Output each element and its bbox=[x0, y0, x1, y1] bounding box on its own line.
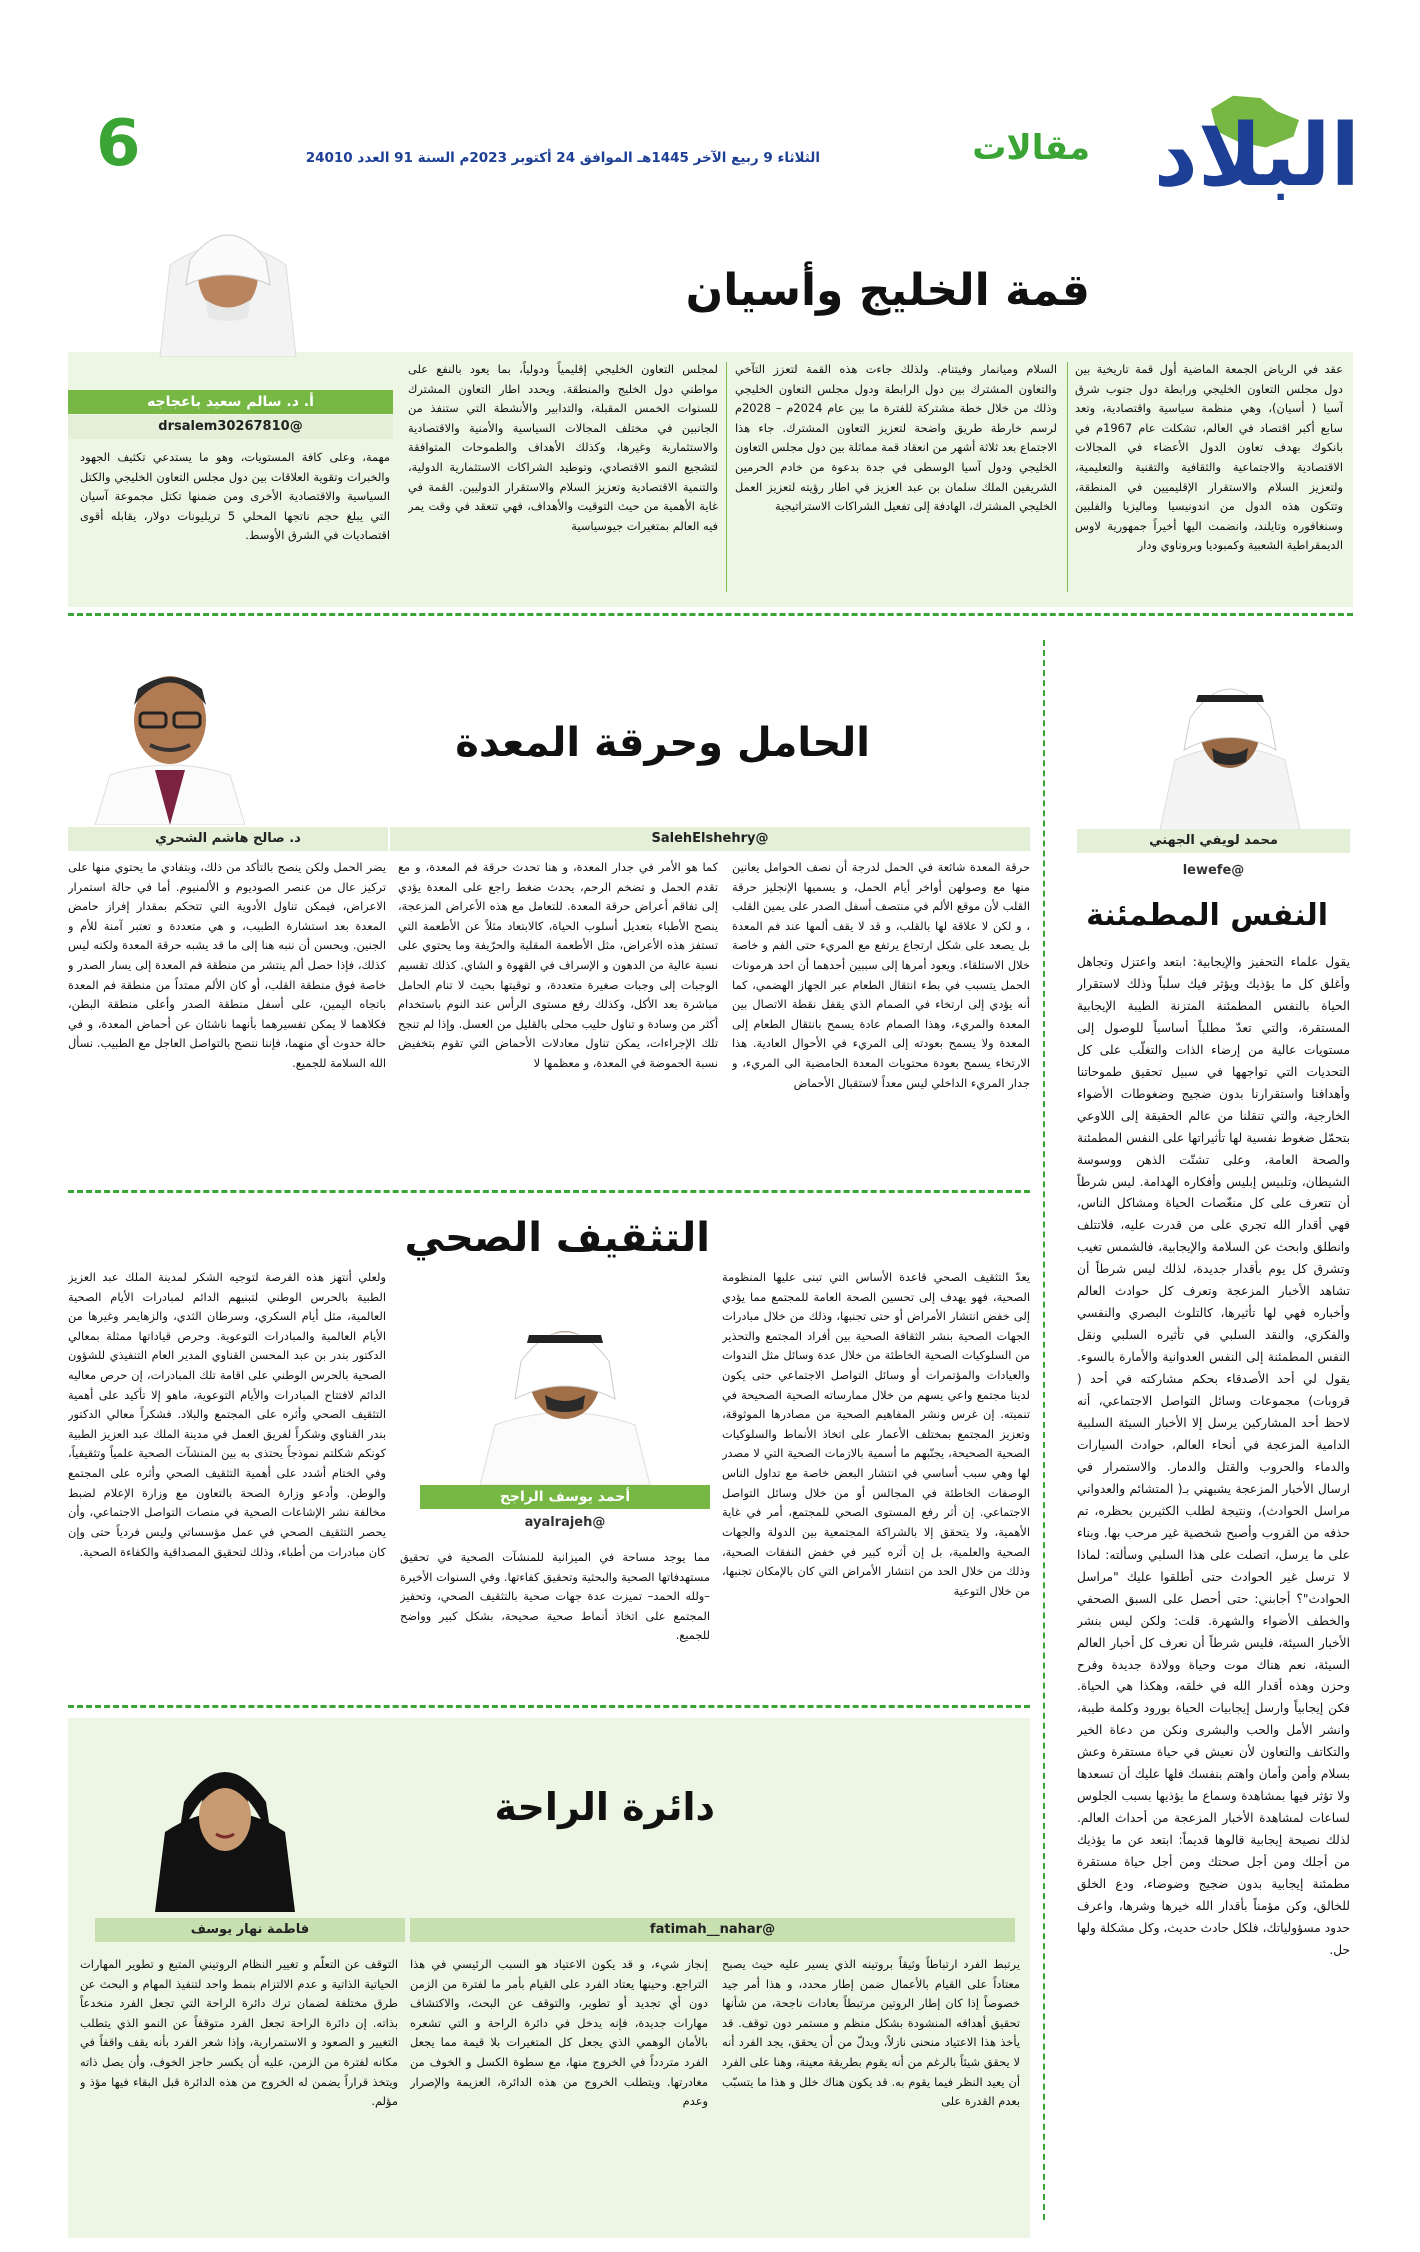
article-health-col3: ولعلي أنتهز هذه الفرصة لتوجيه الشكر لمدينة الملك عبد العزيز الطبية بالحرس الوطني لتبنيهم الدائم لمبادرات الأيام الصحية العالمية، مثل أيام السكري، وسرطان الثدي، والزهايمر وغيرها من الأيام العالمية والمبادرات التوعوية. وحرص قياداتها ممثلة بمعالي الدكتور بندر بن عبد المحسن القناوي المدير العام التنفيذي للشؤون الصحية بالحرس الوطني على اقامة تلك المبادرات، إن حرص معاليه الدائم لافتتاح المبادرات والأيام التوعوية، ماهو إلا تأكيد على أهمية التثقيف الصحي وأثره على المجتمع والبلاد. فشكراً معالي الدكتور بندر القناوي وشكراً لفريق العمل في مدينة الملك عبد العزيز الطبية كونكم شكلتم نموذجاً يحتذى به بين المنشآت الصحية علمياً وتثقيفياً، وفي الختام أشدد على أهمية التثقيف الصحي وأثره على المجتمع والوطن. وأدعو وزارة الصحة بالتعاون مع وزارة الإعلام لضبط مخالفة نشر الإشاعات الصحية في منصات التواصل الاجتماعي، وأن يحصر التثقيف الصحي في عمل مؤسساتي وليس فردياً حتى وإن كان مبادرات من أطباء، وذلك لتحقيق المصداقية والكفاءة الصحية. bbox=[68, 1270, 386, 1559]
author-photo-health bbox=[465, 1275, 665, 1485]
article-gulf-col1: عقد في الرياض الجمعة الماضية أول قمة تاريخية بين دول مجلس التعاون الخليجي ورابطة دول جنوب شرق آسيا ( أسيان)، وهي منظمة سياسية واقتصادية، وتعد سابع أكبر اقتصاد في العالم، تشكلت عام 1967م في بانكوك بهدف تعاون الدول الأعضاء في المجالات الاقتصادية والاجتماعية والثقافية والتقنية والتعليمية، ولتعزيز السلام والاستقرار الإقليميين في المنطقة، وتتكون هذه الدول من اندونيسيا وماليزيا والفلبين وسنغافوره وتايلند، وانضمت اليها أخيراً جمهورية لاوس الديمقراطية الشعبية وكمبوديا وبروناوي ودار bbox=[1075, 362, 1343, 553]
article-health-col2: مما يوجد مساحة في الميزانية للمنشآت الصحية في تحقيق مستهدفاتها الصحية والبحثية وتحقيق كفاءتها. وفي السنوات الأخيرة –ولله الحمد– تميزت عدة جهات صحية بالتثقيف الصحي، وتحفيز المجتمع على اتخاذ أنماط صحية صحيحة، بشكل كبير وواضح للجميع. bbox=[400, 1550, 710, 1643]
page-number: 6 bbox=[96, 107, 141, 181]
article-pregnancy-col1: حرقة المعدة شائعة في الحمل لدرجة أن نصف الحوامل يعانين منها مع وصولهن أواخر أيام الحمل، و يسميها الإنجليز حرقة القلب لأن موقع الألم في منتصف أسفل الصدر على يمين القلب ، و لكن لا علاقة لها بالقلب، و قد لا يقف ألمها عند فم المعدة بل يصعد على شكل ارتجاع يرتفع مع المريء حتى الفم و خاصة خلال الاستلقاء. ويعود أمرها إلى سببين أحدهما أن احد هرمونات الحمل يتسبب في بطء انتقال الطعام عبر الجهاز الهضمي، كما أنه يؤدي إلى ارتخاء في الصمام الذي يقفل نقطة الاتصال بين المعدة والمريء، وهذا الصمام عادة يسمح بانتقال الطعام إلى المعدة ولا يسمح بعودته إلى المريء في الأحوال العادية. هذا الارتخاء يسمح بعودة محتويات المعدة الحامضية الى المريء، و جدار المريء الداخلي ليس معداً لاستقبال الأحماض bbox=[732, 860, 1030, 1090]
article-pregnancy-title: الحامل وحرقة المعدة bbox=[455, 720, 870, 766]
column-rule bbox=[1067, 362, 1068, 592]
author-name-gulf: أ. د. سالم سعيد باعجاجه bbox=[68, 390, 393, 414]
logo-text: البلاد bbox=[1153, 106, 1360, 206]
article-health-title: التثقيف الصحي bbox=[404, 1215, 710, 1261]
article-gulf-title: قمة الخليج وأسيان bbox=[685, 265, 1090, 316]
author-handle-pregnancy: @SalehElshehry bbox=[390, 827, 1030, 851]
section-title: مقالات bbox=[972, 128, 1090, 168]
section-divider bbox=[68, 613, 1353, 616]
dateline: الثلاثاء 9 ربيع الآخر 1445هـ الموافق 24 أكتوبر 2023م السنة 91 العدد 24010 bbox=[305, 150, 820, 166]
article-pregnancy-col3: يضر الحمل ولكن ينصح بالتأكد من ذلك، وبتفادي ما يحتوي منها على تركيز عال من عنصر الصوديوم و الألمنيوم. أما في حالة استمرار الاعراض، فيمكن تناول الأدوية التي تتحكم بمقدار إفراز حامض المعدة بعد استشارة الطبيب، و هي متعددة و تعتبر آمنة للأم و الجنين. ويحسن أن ننبه هنا إلى ما قد يشبه حرقة المعدة ولكنه ليس كذلك، فإذا حصل ألم ينتشر من منطقة فم المعدة إلى يسار الصدر و خاصة فوق منطقة القلب، أو كان الألم ممتداً من منطقة فم المعدة باتجاه اليمين، على أسفل منطقة الصدر وأعلى منطقة البطن، فكلاهما لا يمكن تفسيرهما بأنهما ناشئان عن أحماض المعدة، و في حالة حدوث أي منهما، فإننا ننصح بالتواصل العاجل مع الطبيب. نسأل الله السلامة للجميع. bbox=[68, 860, 386, 1071]
author-handle-soul: @lewefe bbox=[1182, 863, 1245, 878]
article-health-col1: يعدّ التثقيف الصحي قاعدة الأساس التي تبنى عليها المنظومة الصحية، فهو يهدف إلى تحسين الصحة العامة للمجتمع مما يؤدي إلى خفض انتشار الأمراض أو حتى تجنبها، وذلك من خلال مبادرات الجهات الصحية بنشر الثقافة الصحية بين أفراد المجتمع والتحذير من السلوكيات الصحية الخاطئة من خلال عدة وسائل مثل الندوات والعيادات والمؤتمرات أو وسائل التواصل الاجتماعي حتى يكون لدينا مجتمع واعي يسهم من خلال ممارساته الصحية الصحيحة في تنميته. إن غرس ونشر المفاهيم الصحية من مصادرها الموثوقة، وتعزيز المجتمع بمختلف الأعمار على اتخاذ الأنماط والسلوكيات الصحية الصحيحة، يجنّبهم ما أسمية بالازمات الصحية التي لا مصدر لها وهي سبب أساسي في انتشار البعض خاصة مع تداول الناس الوصفات الخاطئة في المجالس أو من خلال وسائل التواصل الاجتماعي. إن أثر رفع المستوى الصحي للمجتمع، أمر في غاية الأهمية، ولا يتحقق إلا بالشراكة المجتمعية بين الدولة والجهات الصحية والعلمية، بل إن أثره كبير في خفض النفقات الصحية، وذلك من خلال الحد من انتشار الأمراض التي كان بالإمكان تجنبها، من خلال التوعية bbox=[722, 1270, 1030, 1598]
section-divider bbox=[68, 1705, 1030, 1708]
author-handle-health: @ayalrajeh bbox=[524, 1515, 606, 1530]
article-comfort-col2: إنجاز شيء، و قد يكون الاعتياد هو السبب الرئيسي في هذا التراجع. وحينها يعتاد الفرد على القيام بأمر ما لفترة من الزمن دون أي تجديد أو تطوير، والتوقف عن البحث، والاكتشاف مهارات جديدة، فإنه يدخل في دائرة الراحة و التي تشعره بالأمان الوهمي الذي يجعل كل المتغيرات بلا قيمة مما يجعل الفرد متردداً في الخروج منها، مع سطوة الكسل و الخوف من مغادرتها. ويتطلب الخروج من هذه الدائرة، العزيمة والإصرار وعدم bbox=[410, 1957, 708, 2109]
masthead bbox=[0, 0, 1420, 206]
article-comfort-col3: التوقف عن التعلّم و تغيير النظام الروتيني المتبع و تطوير المهارات الحياتية الذاتية و عدم الالتزام بنمط واحد لتنفيذ المهام و البحث عن طرق مختلفة لضمان ترك دائرة الراحة التي تجعل الفرد منخدعاً بذاته. إن دائرة الراحة تجعل الفرد متوقفاً عن النمو الذي يتطلب التغيير و الصعود و الاستمرارية، وإذا شعر الفرد بأنه يقف واقفاً في مكانه لفترة من الزمن، عليه أن يكسر حاجز الخوف، وأن يصل ذاته ويتخذ قراراً يضمن له الخروج من هذه الدائرة قبل البقاء فيها مؤذ و مؤلم. bbox=[80, 1957, 398, 2109]
article-gulf-col3: لمجلس التعاون الخليجي إقليمياً ودولياً، بما يعود بالنفع على مواطني دول الخليج والمنطقة. ويحدد اطار التعاون المشترك للسنوات الخمس المقبلة، والتدابير والأنشطة التي ستنفذ من الجانبين في مختلف المجالات السياسية والأمنية والاقتصادية والاستثمارية وغيرها، وكذلك الأهداف والطموحات المتوافقة لتشجيع النمو الاقتصادي، وتوطيد الشراكات الاستثمارية الدولية، والتنمية الاقتصادية وتعزيز السلام والاستقرار الدوليين. القمة في غاية الأهمية من حيث التوقيت والأهداف، فهي تنعقد في وقت يمر فيه العالم بمتغيرات جيوسياسية bbox=[408, 362, 718, 533]
article-gulf-col2: السلام وميانمار وفيتنام. ولذلك جاءت هذه القمة لتعزز التآخي والتعاون المشترك بين دول الرابطة ودول مجلس التعاون الخليجي وذلك من خلال خطة مشتركة للفترة ما بين عام 2024م – 2028م لرسم خارطة طريق واضحة لتعزيز التعاون المشترك. جاء هذا الاجتماع بعد ثلاثة أشهر من انعقاد قمة مماثلة بين دول مجلس التعاون الخليجي ودول آسيا الوسطى في جدة بدعوة من خادم الحرمين الشريفين الملك سلمان بن عبد العزيز في اطار رؤيته لتعزيز العمل الخليجي المشترك، الهادفة إلى تفعيل الشراكات الاستراتيجية bbox=[735, 362, 1057, 514]
article-gulf-col4: مهمة، وعلى كافة المستويات، وهو ما يستدعي تكثيف الجهود والخبرات وتقوية العلاقات بين دول مجلس التعاون الخليجي والكتل السياسية والاقتصادية الأخرى ومن ضمنها تكتل مجموعة آسيان التي يبلغ حجم ناتجها المحلي 5 تريليونات دولار، يقابله أقوى اقتصاديات في الشرق الأوسط. bbox=[80, 450, 390, 543]
author-photo-soul bbox=[1150, 640, 1310, 830]
section-divider bbox=[68, 1190, 1030, 1193]
author-name-health: أحمد يوسف الراجح bbox=[420, 1485, 710, 1509]
author-name-pregnancy: د. صالح هاشم الشحري bbox=[68, 827, 388, 851]
article-pregnancy-col2: كما هو الأمر في جدار المعدة، و هنا تحدث حرقة فم المعدة، و مع تقدم الحمل و تضخم الرحم، يحدث ضغط راجع على المعدة يؤدي إلى تفاقم أعراض حرقة المعدة. للتعامل مع هذه الأعراض المزعجة، ينصح الأطباء بتعديل أسلوب الحياة، كالابتعاد مثلاً عن الأطعمة التي تستفز هذه الأعراض، مثل الأطعمة المقلية والحرّيفة وما يحتوي على نسبة عالية من الدهون و الإسراف في القهوة و الشاي. كذلك تقسيم الوجبات إلى وجبات صغيرة متعددة، و توقيتها بحيث لا تنام الحامل مباشرة بعد الأكل، وكذلك رفع مستوى الرأس عند النوم باستخدام أكثر من وسادة و تناول حليب محلى بالقليل من العسل. وإذا لم تنجح تلك الإجراءات، يمكن تناول معادلات الأحماض التي تقوم بتخفيض نسبة الحموضة في المعدة، و معظمها لا bbox=[398, 860, 718, 1071]
author-handle-comfort: @fatimah__nahar bbox=[410, 1918, 1015, 1942]
column-rule bbox=[726, 362, 727, 592]
author-photo-comfort bbox=[150, 1722, 300, 1912]
newspaper-logo bbox=[1120, 95, 1360, 205]
author-photo-gulf bbox=[130, 205, 326, 357]
article-comfort-title: دائرة الراحة bbox=[494, 1785, 715, 1829]
article-soul-text: يقول علماء التحفيز والإيجابية: ابتعد واعتزل وتجاهل وأغلق كل ما يؤذيك ويؤثر فيك سلباً وذلك لاستقرار الحياة بالنفس المطمئنة المتزنة الطيبة الإيجابية المستقرة، والتي تعدّ مطلباً أساسياً للوصول إلى مستويات عالية من إرضاء الذات والتغلّب على كل التحديات التي تواجهها في سبيل تحقيق طموحاتنا وأهدافنا واستقرارنا بدون ضجيج وضغوطات الأضواء الخارجية، والتي تنقلنا من عالم الحقيقة إلى اللاوعي بتحمّل ضغوط نفسية لها تأثيراتها على النفس المطمئنة والصحة العامة، وعلى تشتّت الذهن ووسوسة الشيطان، وتلبيس إبليس وأفكاره الهدامة. ليس شرطاً أن تتعرف على كل منغّصات الحياة ومشاكل الناس، فهي أقدار الله تجري على من قدرت عليه، فلاتتلف وانطلق وابحث عن السلامة والإيجابية، فالشمس تغيب وتشرق كل يوم بأقدار جديدة، لذلك ليس شرطاً أن تشاهد الأخبار المزعجة وتعرف كل حوادث العالم وأخباره فهي لها تأثيرها، كالتلوث البصري والنفسي والفكري، والنقد السلبي في تأثيره السلبي ونقل النفس المطمئنة إلى النفس العدوانية والأمارة بالسوء. يقول لي أحد الأصدقاء بحكم مشاركته في أحد ( قروبات) مجموعات وسائل التواصل الاجتماعي، أنه لاحظ أحد المشاركين يرسل إلا الأخبار السيئة السلبية الدامية المزعجة في أنحاء العالم، حوادث السيارات والدماء والحروب والقتل والدمار. والاستمرار في ارسال الأخبار المزعجة يشبهني بـ( المتشائم والعدواني مراسل الحوادث)، ونتيجة لطلب الكثيرين بحظره، تم حذفه من القروب وأصبح شخصية غير مرحب بها. وبناء على ما يرسل، اتصلت على هذا السلبي وسألته: لماذا لا ترسل غير الحوادث حتى أطلقوا عليك "مراسل الحوادث"؟ أجابني: حتى أحصل على السبق الصحفي والخطف الأضواء والشهرة. قلت: ولكن ليس بنشر الأخبار السيئة، فليس شرطاً أن نعرف كل أخبار العالم السيئة، نعم هناك موت وحياة وولادة جديدة وفرح وحزن وهذه أقدار الله في خلقه، وهكذا هي الحياة. فكن إيجابياً وارسل إيجابيات الحياة بورود وكلمة طيبة، وانشر الأمل والحب والبشرى ونكن من دعاة الخير والتكاتف والتعاون لأن نعيش في حياة مستقرة وعش بسلام وأمن وأمان واهتم بنفسك فلها عليك أن تسعدها ولا تؤثر فيها بمشاهدة وسماع ما يؤذيها بسبب الجلوس لساعات لمشاهدة الأخبار المزعجة من أحداث العالم. لذلك نصيحة إيجابية قالوها قديماً: ابتعد عن ما يؤذيك من أجلك ومن أجل صحتك ومن أجل حياة مستقرة مطمئنة إيجابية بدون ضجيج وضوضاء، ودع الخلق للخالق، وكن مؤمناً بأقدار الله خيرها وشرها، واعرف حدود مسؤولياتك، فلكل حادث حديث، وكل مشكلة ولها حل. bbox=[1077, 955, 1350, 1957]
author-name-comfort: فاطمة نهار يوسف bbox=[95, 1918, 405, 1942]
article-soul-title: النفس المطمئنة bbox=[1086, 898, 1328, 933]
article-comfort-col1: يرتبط الفرد ارتباطاً وثيقاً بروتينه الذي يسير عليه حيث يصبح معتاداً على القيام بالأعمال ضمن إطار محدد، و هذا أمر جيد خصوصاً إذا كان إطار الروتين مرتبطاً بعادات ناجحة، من شأنها تحقيق أهدافه المنشودة بشكل منظم و مستمر دون توقف. قد يأخذ هذا الاعتياد منحنى نازلاً، ويدلّ من أن يحقق، يجد الفرد أنه لا يحقق شيئاً بالرغم من أنه يقوم بطريقة معينة، وهنا على الفرد أن يعيد النظر فيما يقوم به. قد يكون هناك خلل و هذا ما يتسبّب بعدم القدرة على bbox=[722, 1957, 1020, 2109]
sidebar-rule bbox=[1043, 640, 1045, 2220]
author-handle-gulf: @drsalem30267810 bbox=[68, 415, 393, 439]
author-name-soul: محمد لويفي الجهني bbox=[1077, 829, 1350, 853]
author-photo-pregnancy bbox=[80, 645, 260, 825]
